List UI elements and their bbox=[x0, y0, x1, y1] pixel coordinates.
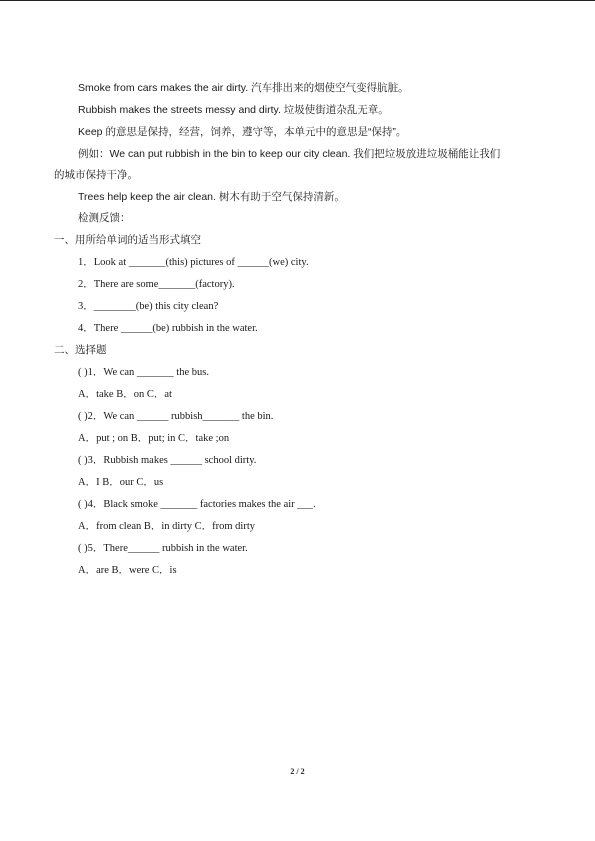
section1-heading: 一、用所给单词的适当形式填空 bbox=[54, 235, 201, 246]
section2-heading: 二、选择题 bbox=[54, 345, 107, 356]
note-trees: Trees help keep the air clean. 树木有助于空气保持清新。 bbox=[78, 191, 345, 203]
fill-item-2: 2．There are some_______(factory). bbox=[78, 279, 235, 290]
note-keep-meaning: Keep 的意思是保持，经营，饲养，遵守等，本单元中的意思是“保持”。 bbox=[78, 126, 407, 138]
fill-item-1: 1．Look at _______(this) pictures of ______(we) city. bbox=[78, 257, 309, 268]
choice-question-1: ( )1．We can _______ the bus. bbox=[78, 367, 209, 378]
choice-options-4: A．from clean B．in dirty C．from dirty bbox=[78, 521, 256, 532]
choice-question-2: ( )2．We can ______ rubbish_______ the bin. bbox=[78, 411, 274, 422]
fill-item-4: 4．There ______(be) rubbish in the water. bbox=[78, 323, 258, 334]
choice-options-3: A．I B．our C．us bbox=[78, 477, 164, 488]
note-smoke: Smoke from cars makes the air dirty. 汽车排出来的烟使空气变得肮脏。 bbox=[78, 82, 409, 94]
choice-options-5: A．are B．were C．is bbox=[78, 565, 177, 576]
choice-question-5: ( )5．There______ rubbish in the water. bbox=[78, 543, 248, 554]
note-example: 例如：We can put rubbish in the bin to keep our city clean. 我们把垃圾放进垃圾桶能让我们 bbox=[78, 148, 501, 160]
feedback-heading: 检测反馈： bbox=[78, 213, 131, 224]
choice-options-1: A．take B．on C．at bbox=[78, 389, 172, 400]
choice-question-3: ( )3．Rubbish makes ______ school dirty. bbox=[78, 455, 257, 466]
note-example-cont: 的城市保持干净。 bbox=[54, 169, 138, 181]
header-rule bbox=[0, 0, 595, 1]
note-rubbish: Rubbish makes the streets messy and dirty. 垃圾使街道杂乱无章。 bbox=[78, 104, 389, 116]
choice-question-4: ( )4．Black smoke _______ factories makes the air ___. bbox=[78, 499, 316, 510]
page-number: 2 / 2 bbox=[290, 767, 305, 776]
fill-item-3: 3．________(be) this city clean? bbox=[78, 301, 219, 312]
choice-options-2: A．put ; on B．put; in C．take ;on bbox=[78, 433, 230, 444]
